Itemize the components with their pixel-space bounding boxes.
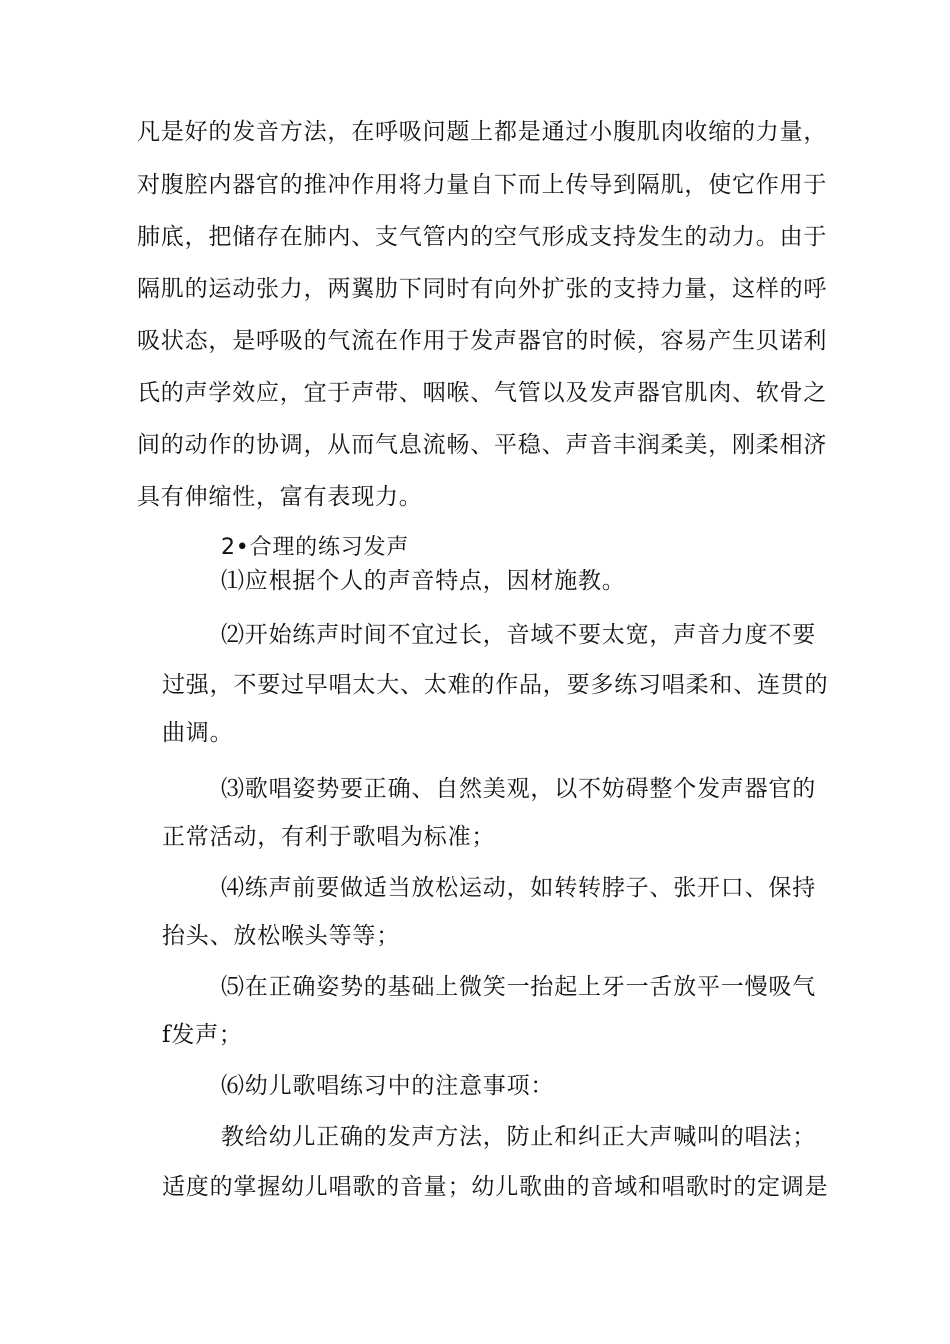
list-item: ⑸在正确姿势的基础上微笑一抬起上牙一舌放平一慢吸气 (221, 974, 816, 1000)
text-line: f发声； (162, 1022, 243, 1048)
text-line: 对腹腔内器官的推冲作用将力量自下而上传导到隔肌，使它作用于 (137, 172, 828, 198)
text-line: 具有伸缩性，富有表现力。 (137, 484, 423, 510)
text-line: 正常活动，有利于歌唱为标准； (162, 824, 496, 850)
text-line: 过强，不要过早唱太大、太难的作品，要多练习唱柔和、连贯的 (162, 672, 829, 698)
text-line: 教给幼儿正确的发声方法，防止和纠正大声喊叫的唱法； (221, 1124, 816, 1150)
text-line: 凡是好的发音方法，在呼吸问题上都是通过小腹肌肉收缩的力量， (137, 119, 828, 145)
section-heading: 2•合理的练习发声 (221, 535, 410, 560)
text-line: 隔肌的运动张力，两翼肋下同时有向外扩张的支持力量，这样的呼 (137, 276, 828, 302)
text-line: 氏的声学效应，宜于声带、咽喉、气管以及发声器官肌肉、软骨之 (137, 380, 828, 406)
text-line: 曲调。 (162, 720, 234, 746)
text-line: 间的动作的协调，从而气息流畅、平稳、声音丰润柔美，刚柔相济 (137, 432, 828, 458)
list-item: ⑵开始练声时间不宜过长，音域不要太宽，声音力度不要 (221, 622, 816, 648)
list-item: ⑴应根据个人的声音特点，因材施教。 (221, 568, 626, 594)
text-line: 肺底，把储存在肺内、支气管内的空气形成支持发生的动力。由于 (137, 224, 828, 250)
list-item: ⑹幼儿歌唱练习中的注意事项： (221, 1073, 555, 1099)
list-item: ⑷练声前要做适当放松运动，如转转脖子、张开口、保持 (221, 875, 816, 901)
text-line: 适度的掌握幼儿唱歌的音量；幼儿歌曲的音域和唱歌时的定调是 (162, 1174, 829, 1200)
list-item: ⑶歌唱姿势要正确、自然美观，以不妨碍整个发声器官的 (221, 776, 816, 802)
text-line: 抬头、放松喉头等等； (162, 923, 400, 949)
text-line: 吸状态，是呼吸的气流在作用于发声器官的时候，容易产生贝诺利 (137, 328, 828, 354)
